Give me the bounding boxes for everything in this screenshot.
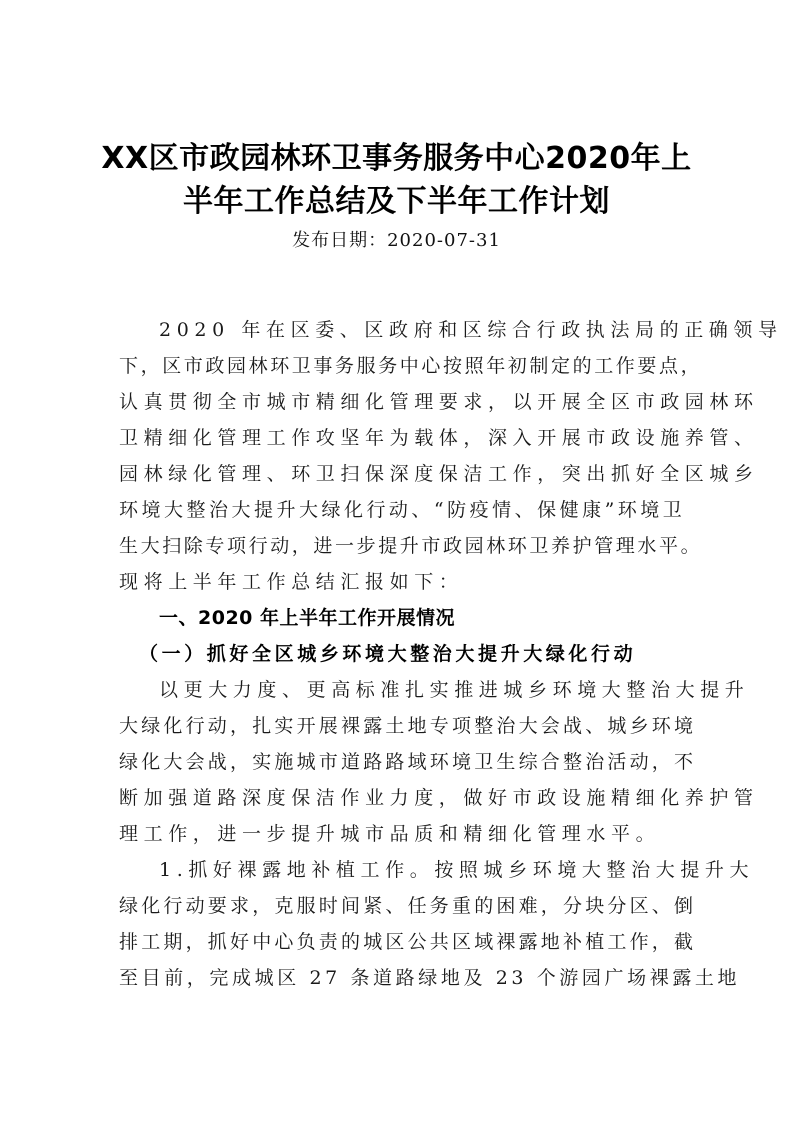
text-line: 大绿化行动，扎实开展裸露土地专项整治大会战、城乡环境 (119, 715, 697, 737)
item-paragraph (119, 852, 755, 996)
text-line: 以更大力度、更高标准扎实推进城乡环境大整治大提升 (159, 679, 750, 701)
document-body (119, 312, 783, 996)
text-line: 理工作，进一步提升城市品质和精细化管理水平。 (119, 823, 661, 845)
intro-paragraph (119, 312, 783, 600)
text-line: 断加强道路深度保洁作业力度，做好市政设施精细化养护管 (119, 787, 759, 809)
text-line: 环境大整治大提升大绿化行动、“防疫情、保健康”环境卫 (119, 499, 685, 521)
publish-date-label: 发布日期： (292, 230, 388, 251)
document-title-line-2: 半年工作总结及下半年工作计划 (183, 184, 610, 219)
text-line: 绿化大会战，实施城市道路路域环境卫生综合整治活动，不 (119, 751, 697, 773)
text-line: 绿化行动要求，克服时间紧、任务重的困难，分块分区、倒 (119, 895, 697, 917)
text-line: 生大扫除专项行动，进一步提升市政园林环卫养护管理水平。 (119, 535, 703, 557)
text-line: 2020 年在区委、区政府和区综合行政执法局的正确领导 (159, 319, 783, 341)
publish-date (100, 228, 693, 254)
text-line: 园林绿化管理、环卫扫保深度保洁工作，突出抓好全区城乡 (119, 463, 759, 485)
document-title-line-1: XX区市政园林环卫事务服务中心2020年上 (101, 141, 692, 176)
subsection-heading: （一）抓好全区城乡环境大整治大提升大绿化行动 (139, 643, 637, 665)
text-line: 下，区市政园林环卫事务服务中心按照年初制定的工作要点， (119, 355, 703, 377)
subsection-paragraph (119, 672, 759, 852)
section-heading: 一、2020 年上半年工作开展情况 (159, 607, 455, 629)
text-line: 现将上半年工作总结汇报如下： (119, 571, 464, 593)
text-line: 1.抓好裸露地补植工作。按照城乡环境大整治大提升大 (159, 859, 755, 881)
publish-date-value: 2020-07-31 (387, 230, 501, 251)
text-line: 排工期，抓好中心负责的城区公共区域裸露地补植工作，截 (119, 931, 697, 953)
text-line: 卫精细化管理工作攻坚年为载体，深入开展市政设施养管、 (119, 427, 759, 449)
text-line: 至目前，完成城区 27 条道路绿地及 23 个游园广场裸露土地 (119, 967, 741, 989)
text-line: 认真贯彻全市城市精细化管理要求，以开展全区市政园林环 (119, 391, 759, 413)
